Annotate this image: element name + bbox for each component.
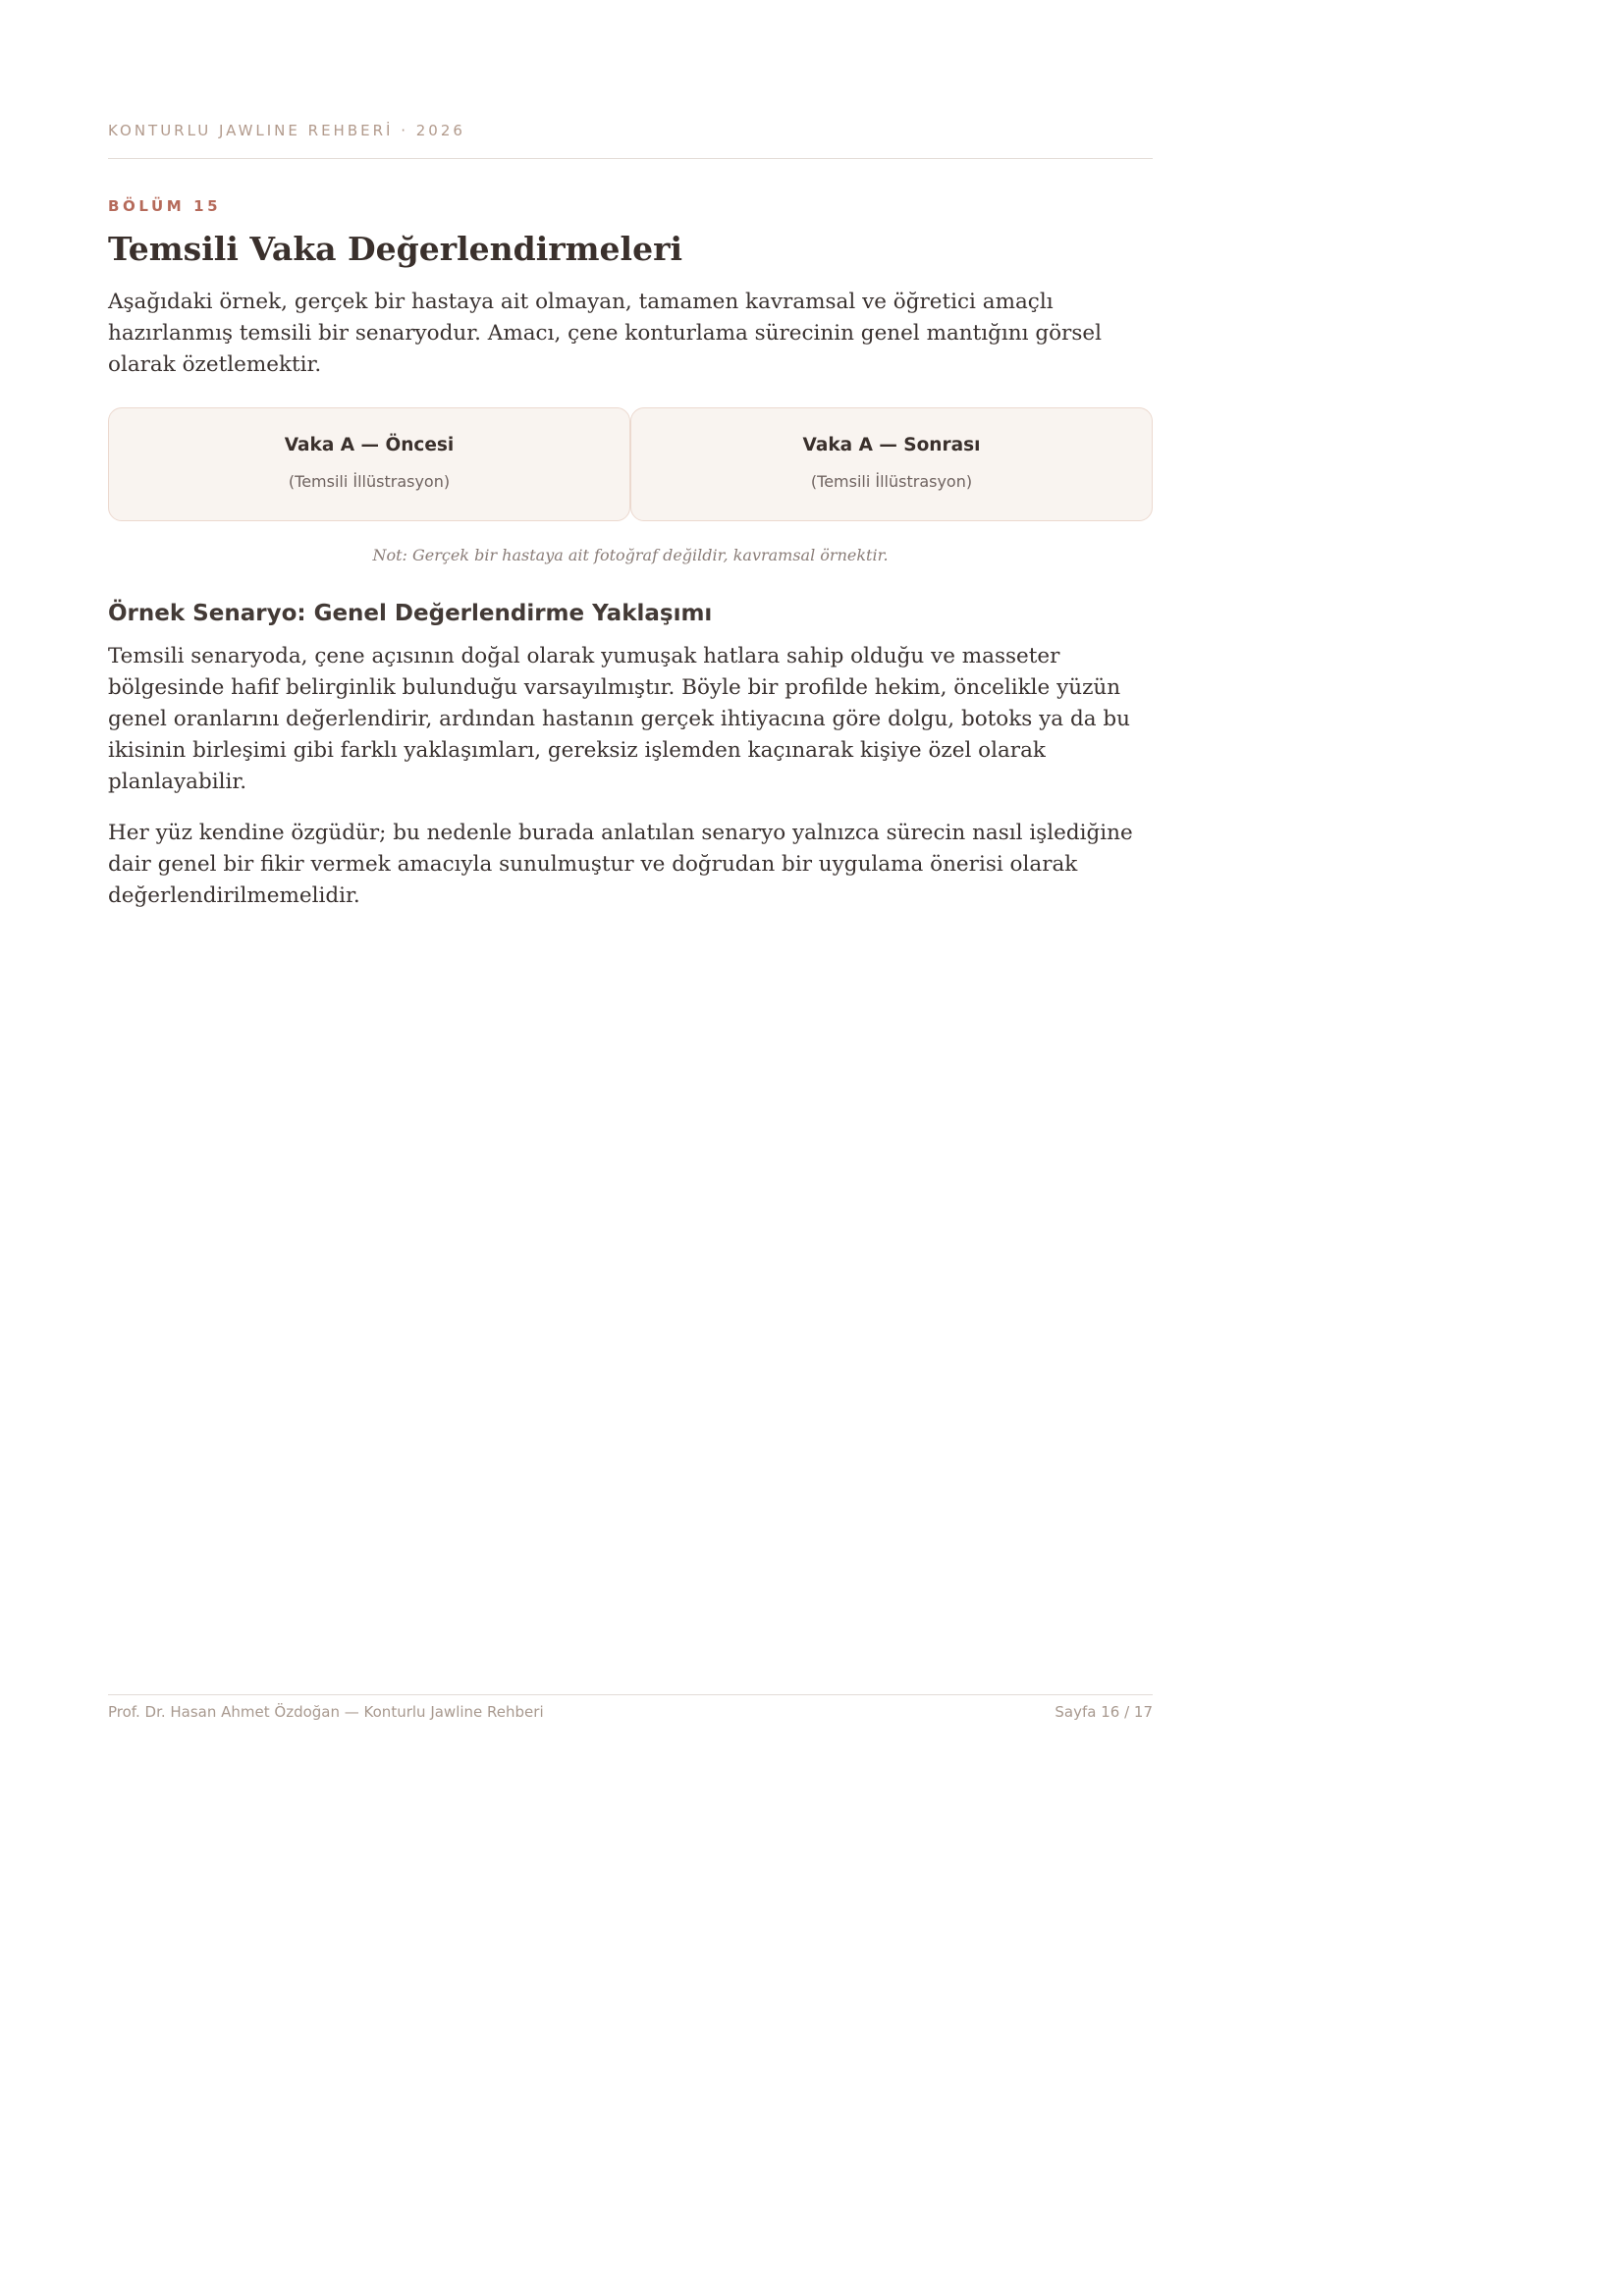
illustration-card-before — [108, 407, 630, 521]
footer-author: Prof. Dr. Hasan Ahmet Özdoğan — Konturlu Jawline Rehberi — [108, 1703, 544, 1721]
illustration-title: Vaka A — Öncesi — [284, 435, 455, 455]
intro-paragraph: Aşağıdaki örnek, gerçek bir hastaya ait olmayan, tamamen kavramsal ve öğretici amaçlı hazırlanmış temsili bir senaryodur. Amacı, çene konturlama sürecinin genel mantığını görsel olarak özetlemektir. — [108, 290, 1102, 377]
body-paragraph: Temsili senaryoda, çene açısının doğal olarak yumuşak hatlara sahip olduğu ve masseter bölgesinde hafif belirginlik bulunduğu varsayılmıştır. Böyle bir profilde hekim, öncelikle yüzün genel oranlarını değerlendirir, ardından hastanın gerçek ihtiyacına göre dolgu, botoks ya da bu ikisinin birleşimi gibi farklı yaklaşımları, gereksiz işlemden kaçınarak kişiye özel olarak planlayabilir. — [108, 644, 1130, 794]
running-header: KONTURLU JAWLINE REHBERİ · 2026 — [108, 122, 465, 139]
illustration-note: Not: Gerçek bir hastaya ait fotoğraf değildir, kavramsal örnektir. — [372, 546, 889, 564]
illustration-subtitle: (Temsili İllüstrasyon) — [288, 472, 451, 491]
header-divider — [108, 158, 1153, 159]
illustration-subtitle: (Temsili İllüstrasyon) — [810, 472, 973, 491]
section-heading: Örnek Senaryo: Genel Değerlendirme Yaklaşımı — [108, 601, 713, 626]
illustration-title: Vaka A — Sonrası — [802, 435, 981, 455]
page-number: Sayfa 16 / 17 — [1055, 1703, 1153, 1721]
illustration-card-after — [630, 407, 1153, 521]
chapter-label: BÖLÜM 15 — [108, 197, 222, 215]
page-title: Temsili Vaka Değerlendirmeleri — [108, 230, 683, 268]
illustration-row — [108, 407, 1153, 521]
footer-divider — [108, 1694, 1153, 1695]
document-page — [108, 0, 1153, 2296]
body-paragraph: Her yüz kendine özgüdür; bu nedenle burada anlatılan senaryo yalnızca sürecin nasıl işlediğine dair genel bir fikir vermek amacıyla sunulmuştur ve doğrudan bir uygulama önerisi olarak değerlendirilmemelidir. — [108, 821, 1133, 908]
